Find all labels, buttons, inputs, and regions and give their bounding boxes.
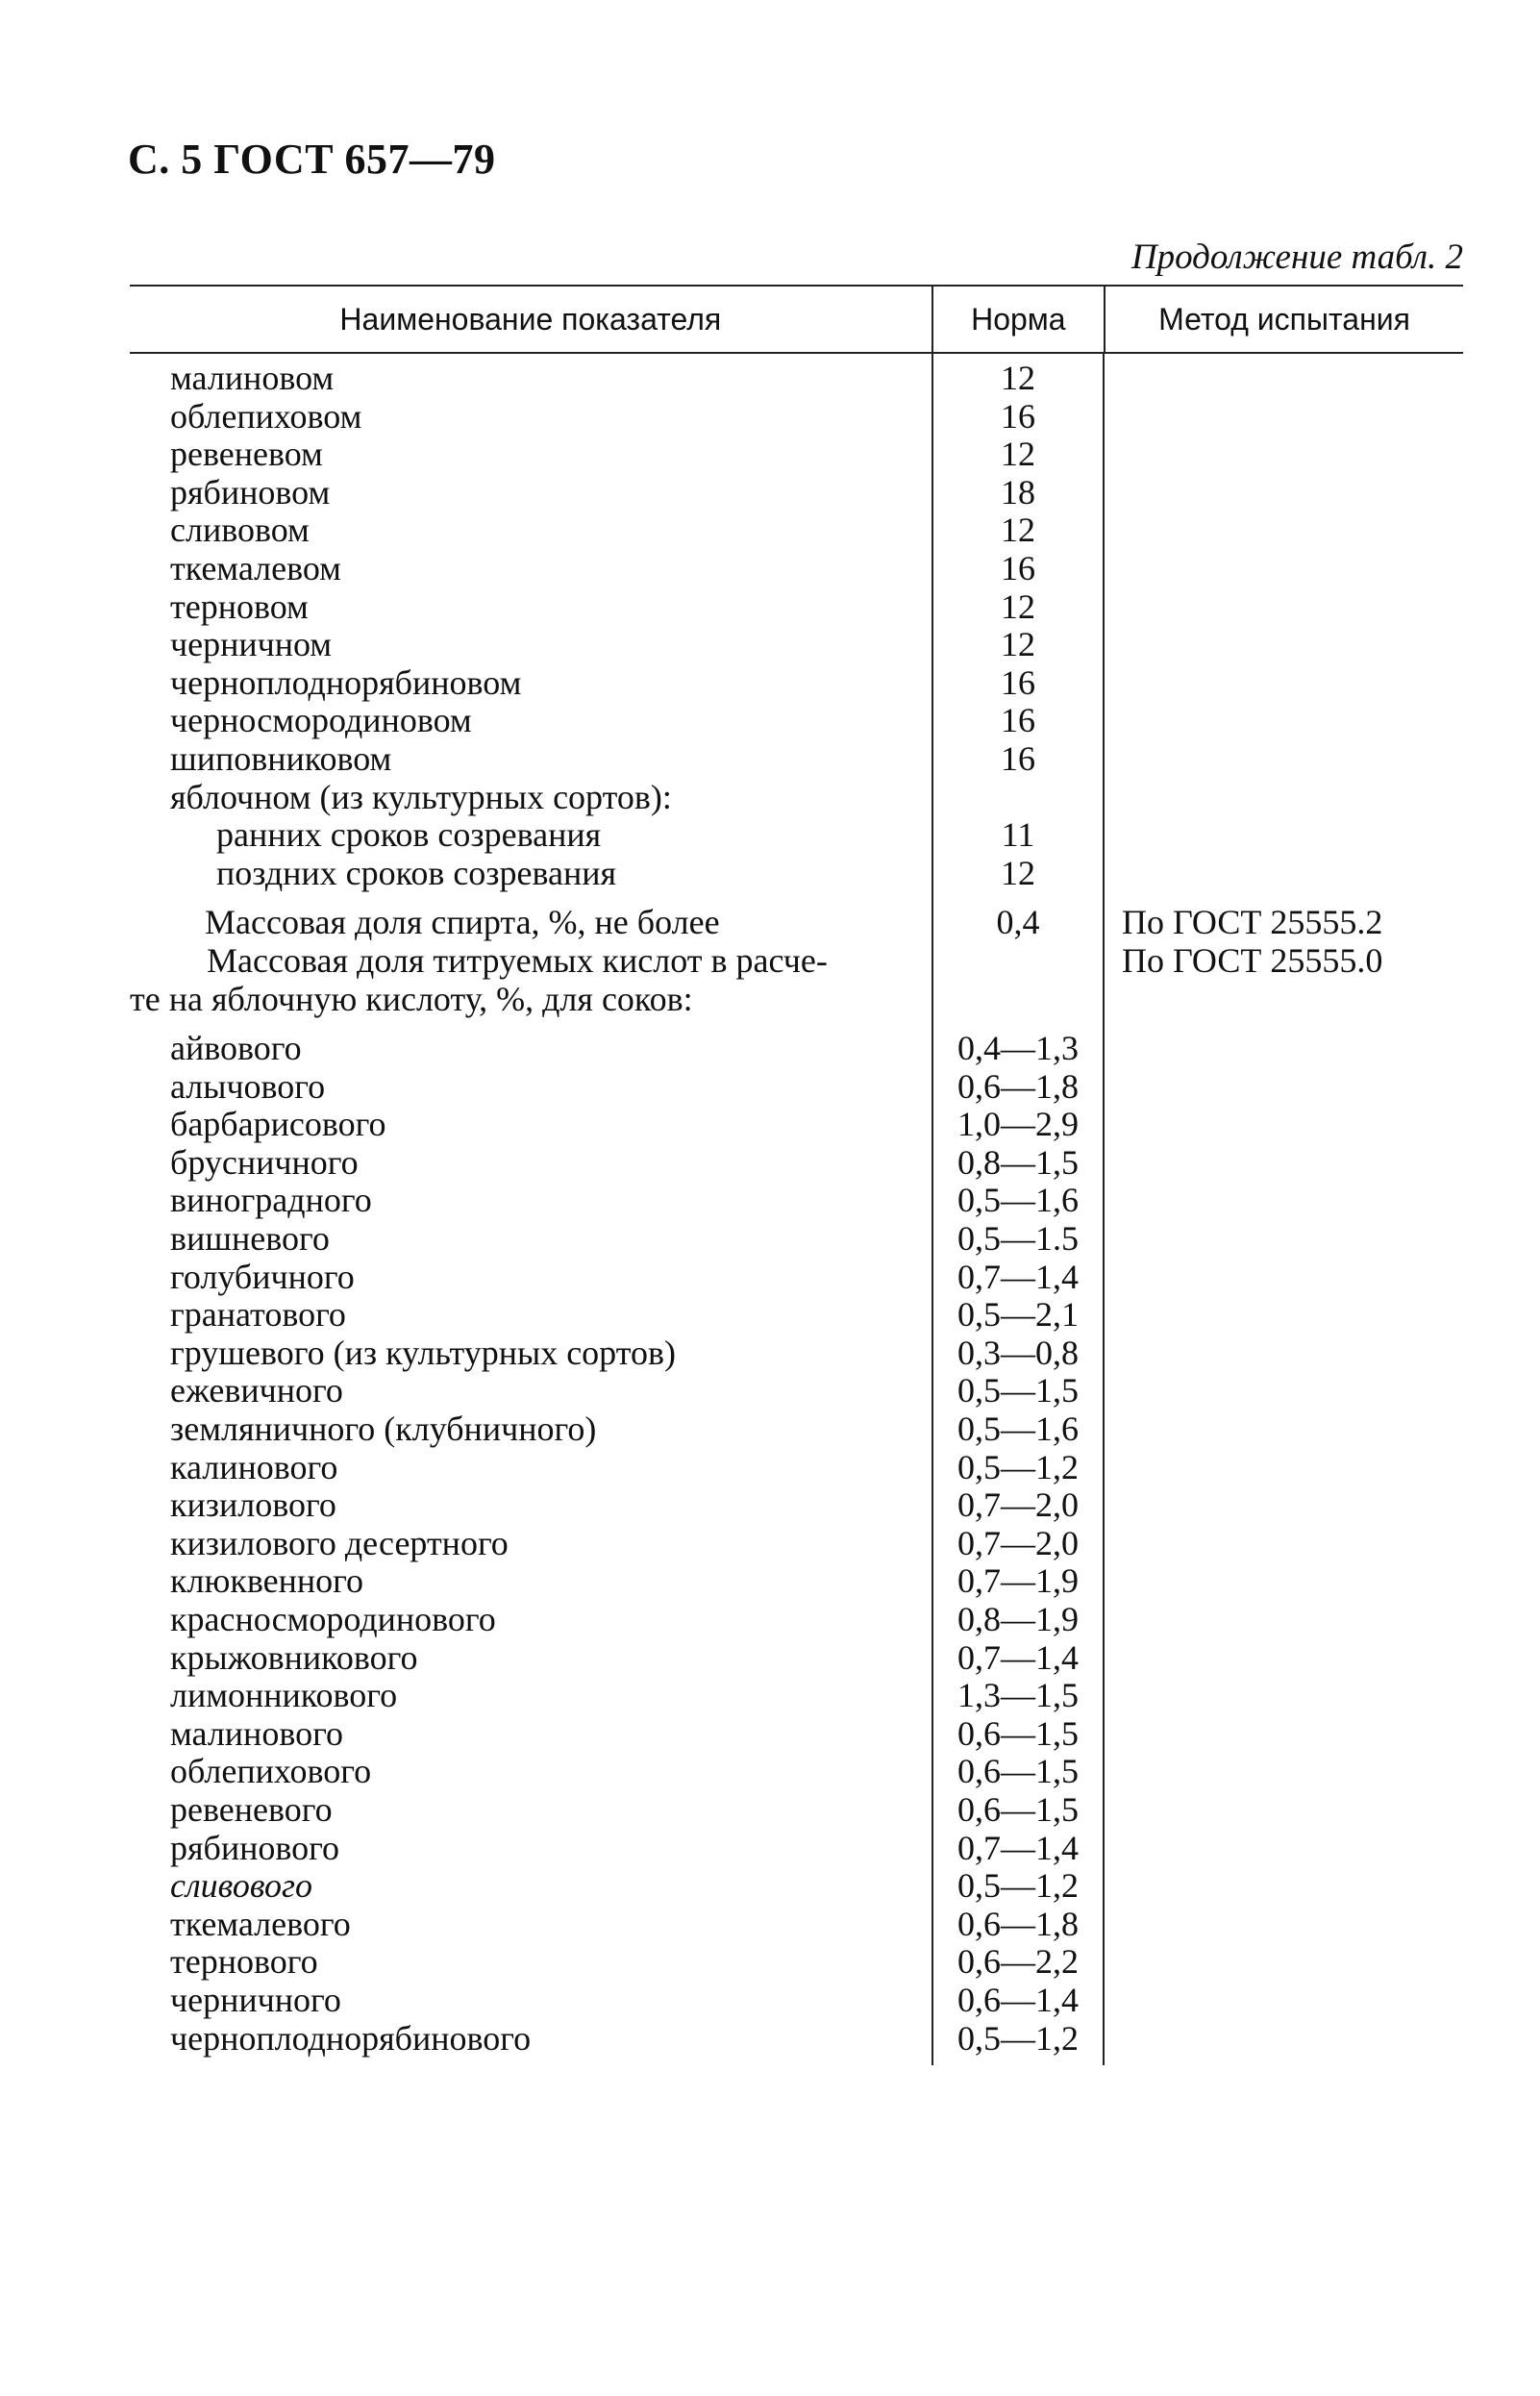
norm-value: 0,6—1,5 xyxy=(957,1713,1079,1753)
indicator-name: вишневого xyxy=(170,1219,330,1259)
indicator-name: шиповниковом xyxy=(170,738,392,778)
indicator-name: черносмородиновом xyxy=(170,701,472,740)
norm-value: 12 xyxy=(1001,359,1035,397)
acids-indicator-line1: Массовая доля титруемых кислот в расче- xyxy=(207,940,828,980)
indicator-name: земляничного (клубничного) xyxy=(170,1410,597,1449)
norm-value: 12 xyxy=(1001,511,1035,550)
norm-value: 0,4—1,3 xyxy=(957,1029,1079,1068)
norm-value: 0,6—1,5 xyxy=(957,1789,1079,1829)
norm-value: 16 xyxy=(1001,396,1035,436)
norm-value: 0,7—1,4 xyxy=(957,1828,1079,1867)
norm-value: 1,0—2,9 xyxy=(957,1105,1079,1144)
norm-value: 0,5—1,2 xyxy=(957,1447,1079,1486)
norm-value: 12 xyxy=(1001,853,1035,892)
indicator-name: ревеневого xyxy=(170,1789,333,1829)
indicator-name: красносмородинового xyxy=(170,1600,496,1638)
table-header xyxy=(130,287,1463,354)
indicator-name: черничного xyxy=(170,1980,341,2019)
column-header-norm: Норма xyxy=(933,287,1105,352)
method-value: По ГОСТ 25555.2 xyxy=(1122,903,1383,942)
column-header-method: Метод испытания xyxy=(1158,301,1410,337)
norm-value: 0,5—1,6 xyxy=(957,1410,1079,1449)
norm-value: 0,7—2,0 xyxy=(957,1523,1079,1562)
indicator-name: кизилового xyxy=(170,1485,336,1525)
norm-value: 12 xyxy=(1001,587,1035,626)
norm-value: 0,5—1,2 xyxy=(957,2018,1079,2058)
indicator-name: лимонникового xyxy=(170,1676,398,1715)
indicator-name: сливовом xyxy=(170,511,310,550)
norm-column xyxy=(933,354,1105,2065)
norm-value: 0,5—1,5 xyxy=(957,1371,1079,1410)
indicator-name: рябиновом xyxy=(170,472,331,512)
norm-value: 0,6—1,8 xyxy=(957,1904,1079,1943)
norm-value: 1,3—1,5 xyxy=(957,1676,1079,1715)
indicator-name: ткемалевого xyxy=(170,1904,351,1943)
norm-value: 16 xyxy=(1001,548,1035,587)
norm-value: 16 xyxy=(1001,662,1035,702)
norm-value: 0,8—1,9 xyxy=(957,1600,1079,1638)
norm-value: 0,5—2,1 xyxy=(957,1295,1079,1335)
norm-value: 12 xyxy=(1001,435,1035,474)
norm-value: 16 xyxy=(1001,701,1035,740)
norm-value: 0,5—1,6 xyxy=(957,1181,1079,1220)
indicator-name: малинового xyxy=(170,1713,343,1753)
norm-value: 0,7—1,4 xyxy=(957,1257,1079,1296)
indicator-name: барбарисового xyxy=(170,1105,386,1144)
indicator-name: айвового xyxy=(170,1029,302,1068)
alcohol-indicator: Массовая доля спирта, %, не более xyxy=(205,903,720,942)
indicator-name: гранатового xyxy=(170,1295,346,1335)
indicator-name: ранних сроков созревания xyxy=(216,815,602,855)
method-column xyxy=(1105,354,1463,2065)
indicator-name: брусничного xyxy=(170,1142,359,1182)
indicator-name: черничном xyxy=(170,625,333,664)
norm-value: 0,5—1,2 xyxy=(957,1866,1079,1906)
norm-value: 0,6—1,8 xyxy=(957,1066,1079,1106)
norm-value: 0,7—2,0 xyxy=(957,1485,1079,1525)
indicator-name: рябинового xyxy=(170,1828,340,1867)
norm-value: 16 xyxy=(1001,738,1035,778)
indicators-table xyxy=(130,285,1463,2065)
norm-value: 11 xyxy=(1001,815,1035,855)
page-header: С. 5 ГОСТ 657—79 xyxy=(128,136,496,183)
indicator-name: голубичного xyxy=(170,1257,355,1296)
norm-value: 12 xyxy=(1001,625,1035,664)
norm-value: 0,7—1,4 xyxy=(957,1637,1079,1677)
indicator-name: грушевого (из культурных сортов) xyxy=(170,1333,676,1372)
table-body xyxy=(130,354,1463,2065)
column-header-indicator: Наименование показателя xyxy=(130,287,933,352)
acids-indicator-line2: те на яблочную кислоту, %, для соков: xyxy=(130,979,693,1018)
indicator-column xyxy=(130,354,933,2065)
norm-value: 18 xyxy=(1001,472,1035,512)
indicator-name: кизилового десертного xyxy=(170,1523,509,1562)
indicator-name: черноплоднорябиновом xyxy=(170,662,522,702)
norm-value: 0,6—2,2 xyxy=(957,1942,1079,1982)
indicator-name: поздних сроков созревания xyxy=(216,853,617,892)
indicator-name: терновом xyxy=(170,587,309,626)
indicator-name: черноплоднорябинового xyxy=(170,2018,532,2058)
norm-value: 0,6—1,4 xyxy=(957,1980,1079,2019)
method-value: По ГОСТ 25555.0 xyxy=(1122,940,1383,980)
indicator-name: ткемалевом xyxy=(170,548,341,587)
indicator-name: тернового xyxy=(170,1942,318,1982)
indicator-name: сливового xyxy=(170,1866,313,1906)
norm-value: 0,5—1.5 xyxy=(957,1219,1079,1259)
norm-value: 0,4 xyxy=(996,903,1040,942)
indicator-name: ревеневом xyxy=(170,435,323,474)
indicator-name: облепихового xyxy=(170,1752,372,1791)
indicator-name: алычового xyxy=(170,1066,326,1106)
indicator-name: крыжовникового xyxy=(170,1637,418,1677)
norm-value: 0,3—0,8 xyxy=(957,1333,1079,1372)
norm-value: 0,6—1,5 xyxy=(957,1752,1079,1791)
norm-value: 0,7—1,9 xyxy=(957,1561,1079,1601)
indicator-name: облепиховом xyxy=(170,396,362,436)
indicator-name: клюквенного xyxy=(170,1561,364,1601)
indicator-name: ежевичного xyxy=(170,1371,343,1410)
apple-heading: яблочном (из культурных сортов): xyxy=(170,777,672,816)
indicator-name: виноградного xyxy=(170,1181,372,1220)
indicator-name: малиновом xyxy=(170,359,335,397)
indicator-name: калинового xyxy=(170,1447,338,1486)
table-continuation-note: Продолжение табл. 2 xyxy=(1130,237,1463,277)
norm-value: 0,8—1,5 xyxy=(957,1142,1079,1182)
